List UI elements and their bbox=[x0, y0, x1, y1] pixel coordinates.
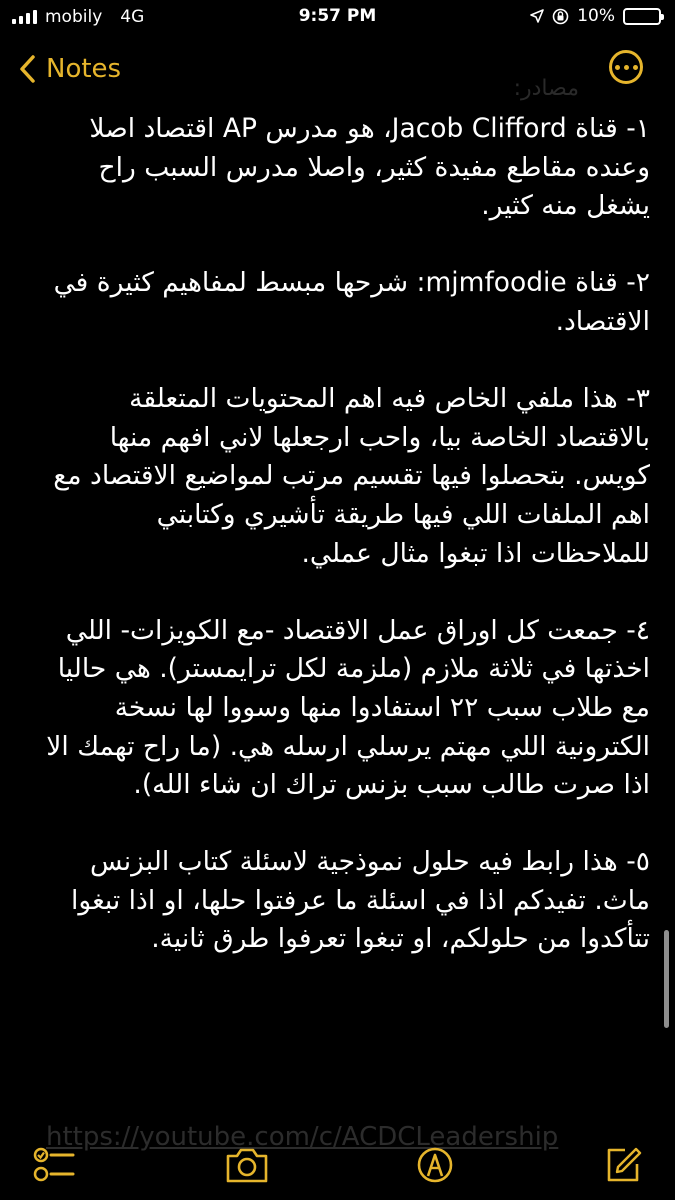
back-label: Notes bbox=[46, 54, 122, 84]
compose-icon bbox=[603, 1145, 643, 1185]
chevron-left-icon bbox=[18, 54, 36, 84]
bottom-toolbar bbox=[0, 1130, 675, 1200]
back-button[interactable] bbox=[18, 54, 121, 84]
location-icon bbox=[530, 9, 544, 23]
network-label: 4G bbox=[120, 7, 145, 27]
battery-percent: 10% bbox=[577, 6, 615, 26]
compose-button[interactable] bbox=[598, 1140, 648, 1190]
note-paragraph-2: ٢- قناة mjmfoodie: شرحها مبسط لمفاهيم كثيرة في الاقتصاد. bbox=[53, 267, 650, 337]
note-paragraph-3: ٣- هذا ملفي الخاص فيه اهم المحتويات المتعلقة بالاقتصاد الخاصة بيا، واحب ارجعلها لاني افهم منها كويس. بتحصلوا فيها تقسيم مرتب لمواضيع الاقتصاد مع اهم الملفات اللي فيها طريقة تأشيري وكتابتي للملاحظات اذا تبغوا مثال عملي. bbox=[53, 383, 650, 569]
markup-button[interactable] bbox=[410, 1140, 460, 1190]
markup-icon bbox=[415, 1145, 455, 1185]
clock: 9:57 PM bbox=[298, 6, 377, 26]
note-body[interactable] bbox=[30, 110, 650, 998]
note-paragraph-5: ٥- هذا رابط فيه حلول نموذجية لاسئلة كتاب البزنس ماث. تفيدكم اذا في اسئلة ما عرفتوا حلها، او اذا تبغوا تتأكدوا من حلولكم، او تبغوا تعرفوا طرق ثانية. bbox=[71, 846, 650, 955]
more-icon bbox=[615, 65, 620, 70]
faded-heading: مصادر: bbox=[513, 76, 579, 101]
faded-link[interactable]: https://youtube.com/c/ACDCLeadership bbox=[46, 1122, 559, 1152]
status-bar bbox=[0, 0, 675, 36]
note-paragraph-4: ٤- جمعت كل اوراق عمل الاقتصاد -مع الكويزات- اللي اخذتها في ثلاثة ملازم (ملزمة لكل ترايمستر). هي حاليا مع طلاب سبب ٢٢ استفادوا منها وسووا لها نسخة الكترونية اللي مهتم يرسلي ارسله هي. (ما راح تهمك الا اذا صرت طالب سبب بزنس تراك ان شاء الله). bbox=[46, 614, 650, 801]
camera-icon bbox=[224, 1146, 270, 1184]
more-button[interactable] bbox=[609, 50, 643, 84]
camera-button[interactable] bbox=[222, 1140, 272, 1190]
checklist-icon bbox=[33, 1145, 77, 1185]
note-paragraph-1: ١- قناة Jacob Clifford، هو مدرس AP اقتصاد اصلا وعنده مقاطع مفيدة كثير، واصلا مدرس السبب راح يشغل منه كثير. bbox=[89, 113, 650, 222]
checklist-button[interactable] bbox=[30, 1140, 80, 1190]
battery-icon bbox=[623, 8, 661, 25]
status-right bbox=[530, 6, 661, 26]
orientation-lock-icon bbox=[552, 8, 569, 25]
scroll-indicator[interactable] bbox=[664, 930, 669, 1028]
carrier-label: mobily bbox=[45, 7, 103, 27]
